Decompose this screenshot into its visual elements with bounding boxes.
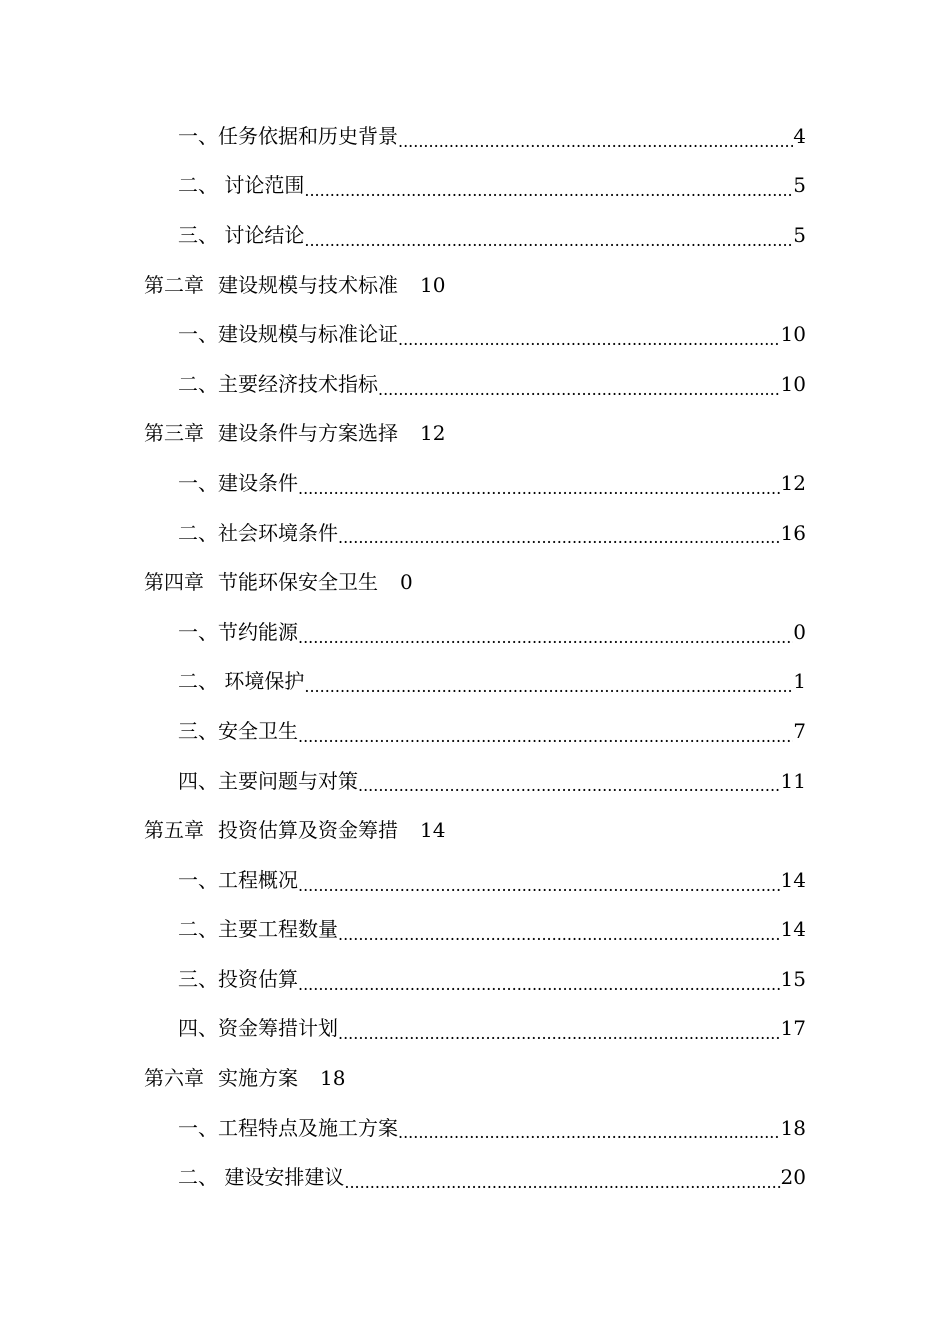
chapter-title: 建设条件与方案选择: [218, 421, 398, 446]
toc-page-number: 17: [780, 1016, 806, 1041]
table-of-contents: [0, 111, 950, 1202]
toc-chapter-entry[interactable]: [0, 260, 950, 310]
toc-section-entry[interactable]: [0, 905, 806, 955]
toc-entry-title: 二、 环境保护: [178, 669, 305, 694]
toc-section-entry[interactable]: [0, 359, 806, 409]
toc-page-number: 5: [793, 222, 806, 247]
chapter-title: 投资估算及资金筹措: [218, 818, 398, 843]
dot-leader: [304, 228, 793, 254]
dot-leader: [358, 773, 781, 799]
toc-section-entry[interactable]: [0, 210, 806, 260]
toc-page-number: 16: [780, 520, 806, 545]
toc-page-number: 10: [780, 371, 806, 396]
toc-section-entry[interactable]: [0, 161, 806, 211]
toc-page-number: 20: [780, 1165, 806, 1190]
toc-page-number: 0: [793, 619, 806, 644]
toc-entry-title: 三、安全卫生: [178, 718, 298, 743]
toc-entry-title: 一、工程概况: [178, 867, 298, 892]
toc-entry-title: 三、 讨论结论: [178, 222, 305, 247]
toc-chapter-entry[interactable]: [0, 1053, 950, 1103]
dot-leader: [398, 1120, 781, 1146]
toc-chapter-entry[interactable]: [0, 805, 950, 855]
toc-entry-title: 四、主要问题与对策: [178, 768, 358, 793]
toc-chapter-entry[interactable]: [0, 557, 950, 607]
chapter-label: 第二章: [144, 272, 204, 297]
dot-leader: [298, 476, 781, 502]
dot-leader: [398, 129, 793, 155]
chapter-title: 建设规模与技术标准: [218, 272, 398, 297]
toc-section-entry[interactable]: [0, 508, 806, 558]
chapter-label: 第三章: [144, 421, 204, 446]
toc-chapter-entry[interactable]: [0, 409, 950, 459]
chapter-label: 第四章: [144, 570, 204, 595]
chapter-label: 第五章: [144, 818, 204, 843]
dot-leader: [304, 178, 793, 204]
dot-leader: [344, 1170, 780, 1196]
chapter-title: 节能环保安全卫生: [218, 570, 378, 595]
toc-page-number: 18: [320, 1066, 346, 1091]
toc-entry-title: 二、 建设安排建议: [178, 1165, 345, 1190]
chapter-label: 第六章: [144, 1066, 204, 1091]
toc-section-entry[interactable]: [0, 607, 806, 657]
toc-page-number: 14: [420, 818, 446, 843]
toc-page-number: 1: [793, 669, 806, 694]
toc-page-number: 12: [780, 470, 806, 495]
toc-section-entry[interactable]: [0, 756, 806, 806]
toc-entry-title: 一、工程特点及施工方案: [178, 1115, 398, 1140]
toc-page-number: 12: [420, 421, 446, 446]
toc-page-number: 14: [780, 867, 806, 892]
toc-entry-title: 二、主要工程数量: [178, 917, 338, 942]
dot-leader: [298, 724, 793, 750]
toc-entry-title: 二、主要经济技术指标: [178, 371, 378, 396]
chapter-title: 实施方案: [218, 1066, 298, 1091]
dot-leader: [298, 873, 781, 899]
toc-page-number: 10: [780, 322, 806, 347]
toc-page-number: 18: [780, 1115, 806, 1140]
toc-page-number: 10: [420, 272, 446, 297]
toc-section-entry[interactable]: [0, 1152, 806, 1202]
toc-section-entry[interactable]: [0, 111, 806, 161]
toc-entry-title: 一、建设条件: [178, 470, 298, 495]
toc-section-entry[interactable]: [0, 706, 806, 756]
toc-page-number: 5: [793, 173, 806, 198]
toc-section-entry[interactable]: [0, 855, 806, 905]
dot-leader: [304, 674, 793, 700]
toc-entry-title: 一、节约能源: [178, 619, 298, 644]
toc-page-number: 7: [793, 718, 806, 743]
dot-leader: [338, 922, 781, 948]
toc-section-entry[interactable]: [0, 1004, 806, 1054]
toc-entry-title: 四、资金筹措计划: [178, 1016, 338, 1041]
toc-section-entry[interactable]: [0, 458, 806, 508]
toc-page-number: 0: [400, 570, 413, 595]
dot-leader: [338, 525, 781, 551]
toc-page-number: 14: [780, 917, 806, 942]
dot-leader: [298, 625, 793, 651]
toc-page-number: 11: [780, 768, 806, 793]
toc-entry-title: 二、社会环境条件: [178, 520, 338, 545]
dot-leader: [338, 1021, 781, 1047]
toc-entry-title: 二、 讨论范围: [178, 173, 305, 198]
toc-section-entry[interactable]: [0, 657, 806, 707]
dot-leader: [298, 972, 781, 998]
toc-section-entry[interactable]: [0, 1103, 806, 1153]
toc-entry-title: 一、建设规模与标准论证: [178, 322, 398, 347]
toc-page-number: 4: [793, 123, 806, 148]
toc-section-entry[interactable]: [0, 954, 806, 1004]
dot-leader: [398, 327, 781, 353]
toc-section-entry[interactable]: [0, 309, 806, 359]
dot-leader: [378, 377, 781, 403]
toc-entry-title: 三、投资估算: [178, 966, 298, 991]
toc-entry-title: 一、任务依据和历史背景: [178, 123, 398, 148]
toc-page-number: 15: [780, 966, 806, 991]
